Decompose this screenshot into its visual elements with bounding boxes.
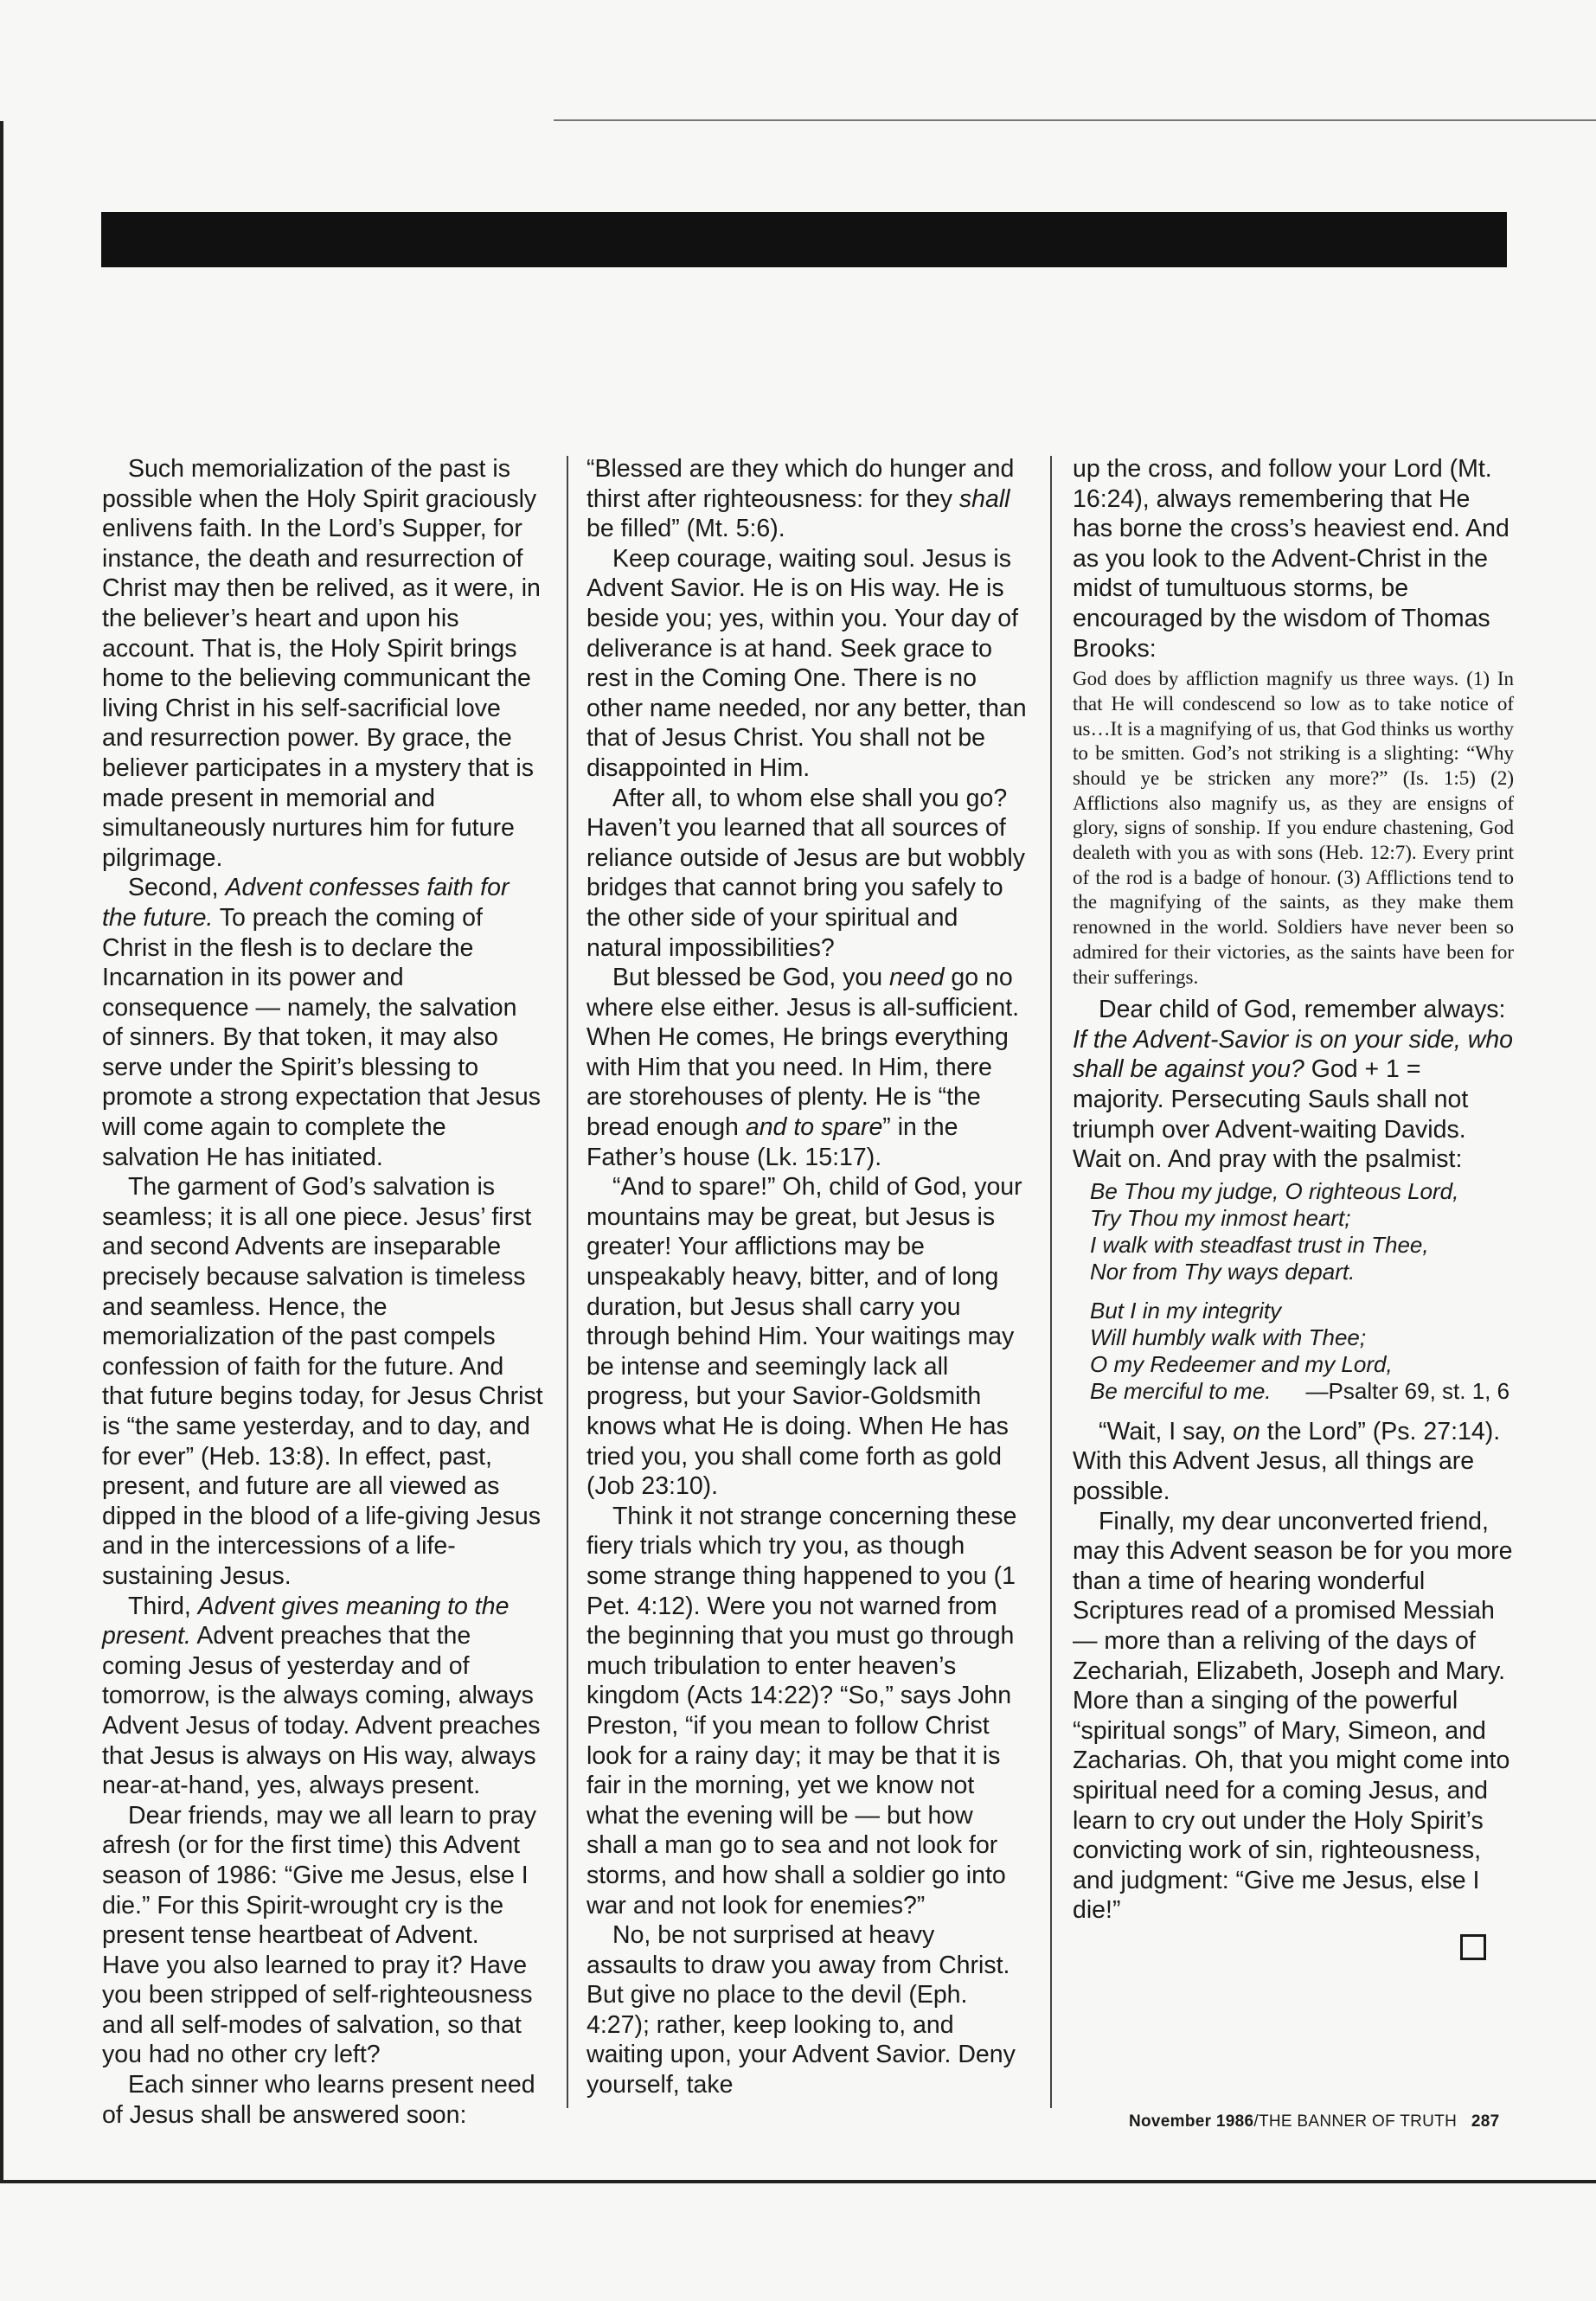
page-footer [1129,2112,1499,2131]
left-scan-edge [0,121,3,2180]
paragraph: “And to spare!” Oh, child of God, your mountains may be great, but Jesus is greater! Your afflictions may be unspeakably heavy, bitter, and of long duration, but Jesus shall carry you through behind Him. Your waitings may be intense and seemingly lack all progress, but your Savior-Goldsmith knows what He is doing. When He has tried you, you shall come forth as gold (Job 23:10). [586,1173,1022,1501]
paragraph: Each sinner who learns present need of Jesus shall be answered soon: [102,2071,535,2129]
column-3 [1073,454,1514,1960]
footer-publication: /THE BANNER OF TRUTH [1253,2112,1458,2131]
paragraph: Think it not strange concerning these fiery trials which try you, as though some strange thing happened to you (1 Pet. 4:12). Were you not warned from the beginning that you must go through much tribulation to enter heaven’s kingdom (Acts 14:22)? “So,” says John Preston, “if you mean to follow Christ look for a rainy day; it may be that it is fair in the morning, yet we know not what the evening will be — but how shall a man go to sea and not look for storms, and how shall a soldier go into war and not look for enemies?” [586,1502,1017,1920]
psalter-verse-1 [1073,1178,1514,1285]
paragraph: Third, Advent gives meaning to the present. Advent preaches that the coming Jesus of yesterday and of tomorrow, is the always coming, always Advent Jesus of today. Advent preaches that Jesus is always on His way, always near-at-hand, yes, always present. [102,1592,541,1800]
paragraph: But blessed be God, you need go no where else either. Jesus is all-sufficient. When He comes, He brings everything with Him that you need. In Him, there are storehouses of plenty. He is “the bread enough and to spare” in the Father’s house (Lk. 15:17). [586,964,1020,1171]
verse-citation: —Psalter 69, st. 1, 6 [1305,1377,1510,1404]
block-quote: God does by affliction magnify us three ways. (1) In that He will condescend so low as to take notice of us…It is a magnifying of us, that God thinks us worthy to be smitten. God’s not striking is a slighting: “Why should ye be stricken any more?” (Is. 1:5) (2) Afflictions also magnify us, as they are ensigns of glory, signs of sonship. If you endure chastening, God dealeth with you as with sons (Heb. 12:7). Every print of the rod is a badge of honour. (3) Afflictions tend to the magnifying of the saints, as they make them renowned in the world. Soldiers have never been so admired for their victories, as the saints have been for their sufferings. [1073,668,1514,988]
column-1 [102,454,543,2130]
column-rule-1 [567,456,568,2108]
paragraph: Such memorialization of the past is possible when the Holy Spirit graciously enlivens faith. In the Lord’s Supper, for instance, the death and resurrection of Christ may then be relived, as it were, in the believer’s heart and upon his account. That is, the Holy Spirit brings home to the believing communicant the living Christ in his self-sacrificial love and resurrection power. By grace, the believer participates in a mystery that is made present in memorial and simultaneously nurtures him for future pilgrimage. [102,455,541,872]
header-banner [101,212,1507,267]
bottom-rule [0,2180,1596,2183]
paragraph: up the cross, and follow your Lord (Mt. 16:24), always remembering that He has borne the cross’s heaviest end. And as you look to the Advent-Christ in the midst of tumultuous storms, be encouraged by the wisdom of Thomas Brooks: [1073,455,1509,663]
page-number: 287 [1471,2112,1500,2131]
paragraph: Keep courage, waiting soul. Jesus is Advent Savior. He is on His way. He is beside you; yes, within you. Your day of deliverance is at hand. Seek grace to rest in the Coming One. There is no other name needed, nor any better, than that of Jesus Christ. You shall not be disappointed in Him. [586,544,1027,782]
end-mark-icon [1460,1934,1486,1960]
paragraph: No, be not surprised at heavy assaults to draw you away from Christ. But give no place to the devil (Eph. 4:27); rather, keep looking to, and waiting upon, your Advent Savior. Deny yourself, take [586,1921,1016,2099]
paragraph: Second, Advent confesses faith for the future. To preach the coming of Christ in the flesh is to declare the Incarnation in its power and consequence — namely, the salvation of sinners. By that token, it may also serve under the Spirit’s blessing to promote a strong expectation that Jesus will come again to complete the salvation He has initiated. [102,874,541,1171]
column-rule-2 [1050,456,1052,2108]
verse-line: Try Thou my inmost heart; [1090,1204,1351,1231]
psalter-verse-2 [1073,1298,1514,1405]
paragraph: “Blessed are they which do hunger and thirst after righteousness: for they shall be filled” (Mt. 5:6). [586,455,1015,543]
paragraph: Dear friends, may we all learn to pray afresh (or for the first time) this Advent season of 1986: “Give me Jesus, else I die.” For this Spirit-wrought cry is the present tense heartbeat of Advent. Have you also learned to pray it? Have you been stripped of self-righteousness and all self-modes of salvation, so that you had no other cry left? [102,1801,537,2069]
verse-line: Will humbly walk with Thee; [1090,1324,1367,1350]
verse-line: Be merciful to me. —Psalter 69, st. 1, 6 [1090,1377,1510,1404]
verse-line: O my Redeemer and my Lord, [1090,1350,1393,1377]
verse-line: Be Thou my judge, O righteous Lord, [1090,1177,1459,1204]
verse-line: Nor from Thy ways depart. [1090,1258,1356,1285]
paragraph: Dear child of God, remember always: If the Advent-Savior is on your side, who shall be against you? God + 1 = majority. Persecuting Sauls shall not triumph over Advent-waiting Davids. Wait on. And pray with the psalmist: [1073,996,1514,1174]
verse-line: I walk with steadfast trust in Thee, [1090,1231,1429,1258]
column-2 [586,454,1029,2100]
paragraph: “Wait, I say, on the Lord” (Ps. 27:14). With this Advent Jesus, all things are possible. [1073,1417,1501,1506]
footer-date: November 1986 [1129,2112,1254,2131]
verse-line: But I in my integrity [1090,1297,1282,1324]
paragraph: The garment of God’s salvation is seamless; it is all one piece. Jesus’ first and second Advents are inseparable precisely because salvation is timeless and seamless. Hence, the memorialization of the past compels confession of faith for the future. And that future begins today, for Jesus Christ is “the same yesterday, and to day, and for ever” (Heb. 13:8). In effect, past, present, and future are all viewed as dipped in the blood of a life-giving Jesus and in the intercessions of a life-sustaining Jesus. [102,1173,543,1590]
top-rule [554,119,1596,121]
paragraph: After all, to whom else shall you go? Haven’t you learned that all sources of reliance outside of Jesus are but wobbly bridges that cannot bring you safely to the other side of your spiritual and natural impossibilities? [586,784,1025,962]
paragraph: Finally, my dear unconverted friend, may this Advent season be for you more than a time of hearing wonderful Scriptures read of a promised Messiah — more than a reliving of the days of Zechariah, Elizabeth, Joseph and Mary. More than a singing of the powerful “spiritual songs” of Mary, Simeon, and Zacharias. Oh, that you might come into spiritual need for a coming Jesus, and learn to cry out under the Holy Spirit’s convicting work of sin, righteousness, and judgment: “Give me Jesus, else I die!” [1073,1507,1513,1925]
